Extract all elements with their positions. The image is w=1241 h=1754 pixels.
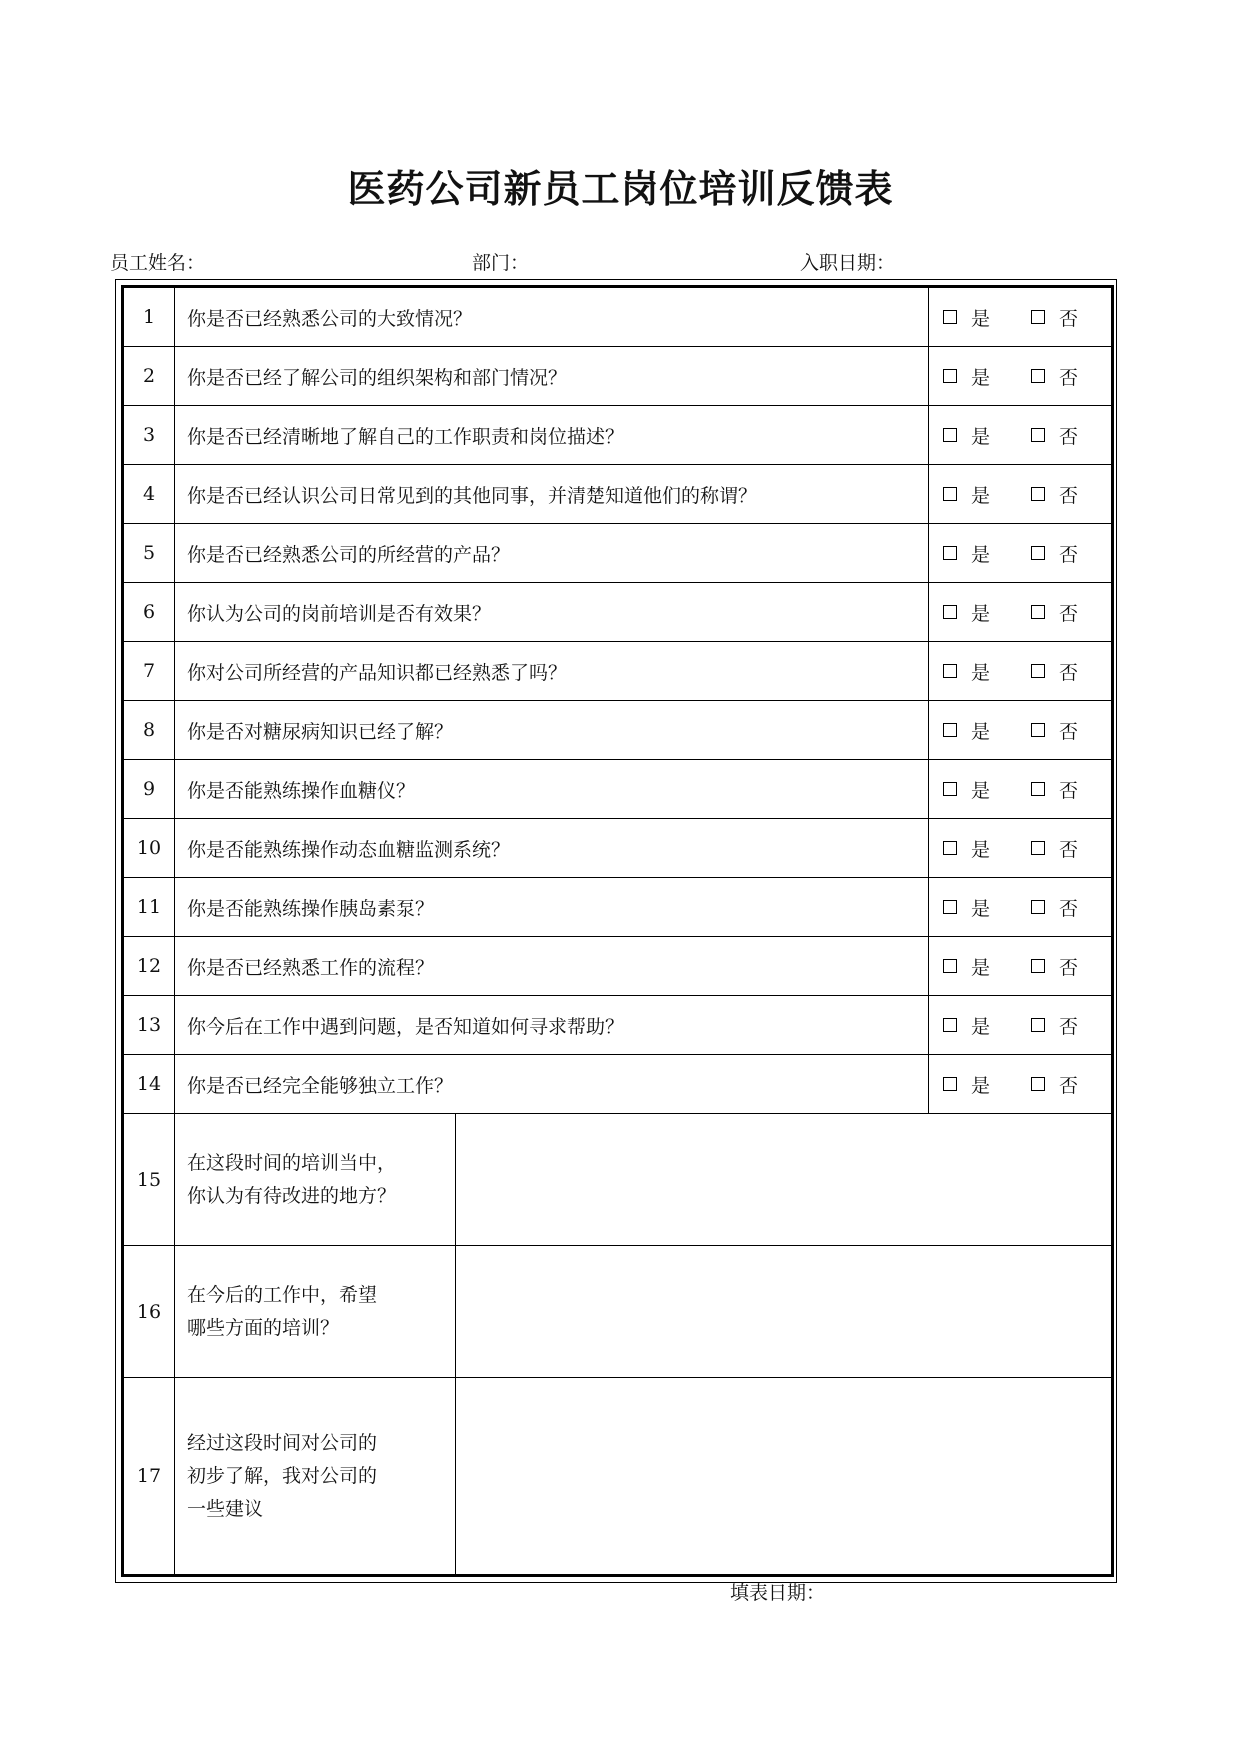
no-checkbox[interactable] xyxy=(1031,1077,1045,1091)
yes-label: 是 xyxy=(971,366,991,389)
feedback-table xyxy=(121,285,1114,1577)
no-checkbox[interactable] xyxy=(1031,605,1045,619)
answer-options xyxy=(929,540,1111,567)
yes-option[interactable] xyxy=(943,835,1031,862)
question-row xyxy=(123,878,1113,937)
answer-cell xyxy=(929,937,1113,996)
yes-option[interactable] xyxy=(943,599,1031,626)
yes-label: 是 xyxy=(971,1074,991,1097)
question-number: 13 xyxy=(123,996,175,1055)
yes-label: 是 xyxy=(971,543,991,566)
question-text: 你是否能熟练操作胰岛素泵？ xyxy=(175,878,929,937)
answer-textarea[interactable] xyxy=(456,1378,1113,1576)
answer-options xyxy=(929,835,1111,862)
question-text: 你是否已经完全能够独立工作？ xyxy=(175,1055,929,1114)
no-option[interactable] xyxy=(1031,894,1078,921)
answer-cell xyxy=(929,1055,1113,1114)
yes-option[interactable] xyxy=(943,304,1031,331)
yes-option[interactable] xyxy=(943,717,1031,744)
yes-checkbox[interactable] xyxy=(943,841,957,855)
question-row xyxy=(123,760,1113,819)
no-checkbox[interactable] xyxy=(1031,900,1045,914)
question-line: 在这段时间的培训当中， xyxy=(187,1151,397,1174)
question-number: 7 xyxy=(123,642,175,701)
yes-checkbox[interactable] xyxy=(943,723,957,737)
question-text: 你是否能熟练操作血糖仪？ xyxy=(175,760,929,819)
question-text: 你是否对糖尿病知识已经了解？ xyxy=(175,701,929,760)
no-label: 否 xyxy=(1059,602,1079,625)
yes-checkbox[interactable] xyxy=(943,782,957,796)
yes-checkbox[interactable] xyxy=(943,487,957,501)
fill-date-field[interactable]: 填表日期： xyxy=(730,1582,826,1604)
answer-options xyxy=(929,658,1111,685)
question-number: 14 xyxy=(123,1055,175,1114)
no-label: 否 xyxy=(1059,425,1079,448)
question-number: 16 xyxy=(123,1246,175,1378)
question-number: 8 xyxy=(123,701,175,760)
open-question-row xyxy=(123,1114,1113,1246)
no-checkbox[interactable] xyxy=(1031,310,1045,324)
yes-checkbox[interactable] xyxy=(943,310,957,324)
question-text: 你对公司所经营的产品知识都已经熟悉了吗？ xyxy=(175,642,929,701)
question-number: 17 xyxy=(123,1378,175,1576)
yes-label: 是 xyxy=(971,897,991,920)
no-option[interactable] xyxy=(1031,953,1078,980)
no-label: 否 xyxy=(1059,1015,1079,1038)
yes-label: 是 xyxy=(971,838,991,861)
no-checkbox[interactable] xyxy=(1031,369,1045,383)
question-text: 你是否能熟练操作动态血糖监测系统？ xyxy=(175,819,929,878)
no-label: 否 xyxy=(1059,956,1079,979)
question-number: 3 xyxy=(123,406,175,465)
answer-options xyxy=(929,894,1111,921)
yes-label: 是 xyxy=(971,425,991,448)
answer-cell xyxy=(929,583,1113,642)
no-option[interactable] xyxy=(1031,658,1078,685)
question-row xyxy=(123,524,1113,583)
yes-option[interactable] xyxy=(943,953,1031,980)
no-label: 否 xyxy=(1059,720,1079,743)
page-title: 医药公司新员工岗位培训反馈表 xyxy=(347,166,894,211)
question-row xyxy=(123,347,1113,406)
yes-label: 是 xyxy=(971,720,991,743)
question-row xyxy=(123,1055,1113,1114)
no-label: 否 xyxy=(1059,779,1079,802)
answer-cell xyxy=(929,819,1113,878)
no-label: 否 xyxy=(1059,484,1079,507)
yes-label: 是 xyxy=(971,956,991,979)
yes-checkbox[interactable] xyxy=(943,605,957,619)
answer-options xyxy=(929,1012,1111,1039)
yes-label: 是 xyxy=(971,484,991,507)
employee-name-field[interactable]: 员工姓名： xyxy=(110,252,206,274)
yes-option[interactable] xyxy=(943,481,1031,508)
question-text: 你今后在工作中遇到问题，是否知道如何寻求帮助？ xyxy=(175,996,929,1055)
question-number: 2 xyxy=(123,347,175,406)
question-line: 你认为有待改进的地方？ xyxy=(187,1184,397,1207)
question-row xyxy=(123,287,1113,347)
question-number: 1 xyxy=(123,287,175,347)
no-option[interactable] xyxy=(1031,1012,1078,1039)
question-text: 你认为公司的岗前培训是否有效果？ xyxy=(175,583,929,642)
yes-checkbox[interactable] xyxy=(943,369,957,383)
question-text xyxy=(175,1114,456,1246)
question-line: 经过这段时间对公司的 xyxy=(187,1431,378,1454)
question-line: 在今后的工作中，希望 xyxy=(187,1283,378,1306)
no-option[interactable] xyxy=(1031,363,1078,390)
no-label: 否 xyxy=(1059,543,1079,566)
question-text: 你是否已经熟悉公司的大致情况？ xyxy=(175,287,929,347)
yes-checkbox[interactable] xyxy=(943,1077,957,1091)
no-label: 否 xyxy=(1059,307,1079,330)
no-option[interactable] xyxy=(1031,599,1078,626)
answer-options xyxy=(929,304,1111,331)
answer-options xyxy=(929,953,1111,980)
question-text xyxy=(175,1378,456,1576)
answer-options xyxy=(929,422,1111,449)
question-text xyxy=(175,1246,456,1378)
no-checkbox[interactable] xyxy=(1031,428,1045,442)
yes-label: 是 xyxy=(971,307,991,330)
hire-date-field[interactable]: 入职日期： xyxy=(800,252,896,274)
answer-cell xyxy=(929,287,1113,347)
answer-cell xyxy=(929,465,1113,524)
question-number: 15 xyxy=(123,1114,175,1246)
answer-options xyxy=(929,481,1111,508)
question-number: 6 xyxy=(123,583,175,642)
question-text: 你是否已经清晰地了解自己的工作职责和岗位描述？ xyxy=(175,406,929,465)
question-row xyxy=(123,819,1113,878)
open-question-row xyxy=(123,1378,1113,1576)
answer-options xyxy=(929,1071,1111,1098)
answer-cell xyxy=(929,878,1113,937)
question-row xyxy=(123,701,1113,760)
no-checkbox[interactable] xyxy=(1031,487,1045,501)
yes-option[interactable] xyxy=(943,894,1031,921)
question-number: 10 xyxy=(123,819,175,878)
no-label: 否 xyxy=(1059,897,1079,920)
yes-option[interactable] xyxy=(943,776,1031,803)
answer-cell xyxy=(929,524,1113,583)
yes-checkbox[interactable] xyxy=(943,428,957,442)
question-number: 12 xyxy=(123,937,175,996)
yes-option[interactable] xyxy=(943,540,1031,567)
answer-cell xyxy=(929,642,1113,701)
no-option[interactable] xyxy=(1031,835,1078,862)
question-number: 5 xyxy=(123,524,175,583)
no-option[interactable] xyxy=(1031,1071,1078,1098)
answer-cell xyxy=(929,406,1113,465)
question-row xyxy=(123,465,1113,524)
no-option[interactable] xyxy=(1031,717,1078,744)
question-row xyxy=(123,996,1113,1055)
no-checkbox[interactable] xyxy=(1031,664,1045,678)
answer-textarea[interactable] xyxy=(456,1246,1113,1378)
yes-checkbox[interactable] xyxy=(943,1018,957,1032)
question-number: 11 xyxy=(123,878,175,937)
answer-cell xyxy=(929,760,1113,819)
answer-cell xyxy=(929,996,1113,1055)
no-checkbox[interactable] xyxy=(1031,546,1045,560)
question-text: 你是否已经熟悉工作的流程？ xyxy=(175,937,929,996)
yes-option[interactable] xyxy=(943,658,1031,685)
question-text: 你是否已经熟悉公司的所经营的产品？ xyxy=(175,524,929,583)
yes-checkbox[interactable] xyxy=(943,900,957,914)
yes-checkbox[interactable] xyxy=(943,664,957,678)
question-number: 9 xyxy=(123,760,175,819)
no-checkbox[interactable] xyxy=(1031,782,1045,796)
answer-options xyxy=(929,599,1111,626)
no-option[interactable] xyxy=(1031,481,1078,508)
answer-textarea[interactable] xyxy=(456,1114,1113,1246)
no-checkbox[interactable] xyxy=(1031,841,1045,855)
question-line: 哪些方面的培训？ xyxy=(187,1316,340,1339)
yes-option[interactable] xyxy=(943,422,1031,449)
no-option[interactable] xyxy=(1031,776,1078,803)
department-field[interactable]: 部门： xyxy=(472,252,530,274)
question-row xyxy=(123,406,1113,465)
yes-label: 是 xyxy=(971,661,991,684)
answer-options xyxy=(929,363,1111,390)
yes-label: 是 xyxy=(971,779,991,802)
yes-option[interactable] xyxy=(943,1012,1031,1039)
yes-label: 是 xyxy=(971,602,991,625)
question-row xyxy=(123,937,1113,996)
yes-checkbox[interactable] xyxy=(943,959,957,973)
no-label: 否 xyxy=(1059,661,1079,684)
answer-options xyxy=(929,717,1111,744)
yes-option[interactable] xyxy=(943,1071,1031,1098)
question-number: 4 xyxy=(123,465,175,524)
answer-cell xyxy=(929,347,1113,406)
question-text: 你是否已经认识公司日常见到的其他同事，并清楚知道他们的称谓？ xyxy=(175,465,929,524)
no-option[interactable] xyxy=(1031,422,1078,449)
open-question-row xyxy=(123,1246,1113,1378)
no-option[interactable] xyxy=(1031,304,1078,331)
question-line: 一些建议 xyxy=(187,1497,264,1520)
no-label: 否 xyxy=(1059,838,1079,861)
question-text: 你是否已经了解公司的组织架构和部门情况？ xyxy=(175,347,929,406)
no-label: 否 xyxy=(1059,1074,1079,1097)
answer-cell xyxy=(929,701,1113,760)
question-row xyxy=(123,583,1113,642)
no-checkbox[interactable] xyxy=(1031,959,1045,973)
answer-options xyxy=(929,776,1111,803)
yes-option[interactable] xyxy=(943,363,1031,390)
question-line: 初步了解，我对公司的 xyxy=(187,1464,378,1487)
yes-checkbox[interactable] xyxy=(943,546,957,560)
no-checkbox[interactable] xyxy=(1031,723,1045,737)
no-label: 否 xyxy=(1059,366,1079,389)
no-option[interactable] xyxy=(1031,540,1078,567)
question-row xyxy=(123,642,1113,701)
no-checkbox[interactable] xyxy=(1031,1018,1045,1032)
yes-label: 是 xyxy=(971,1015,991,1038)
